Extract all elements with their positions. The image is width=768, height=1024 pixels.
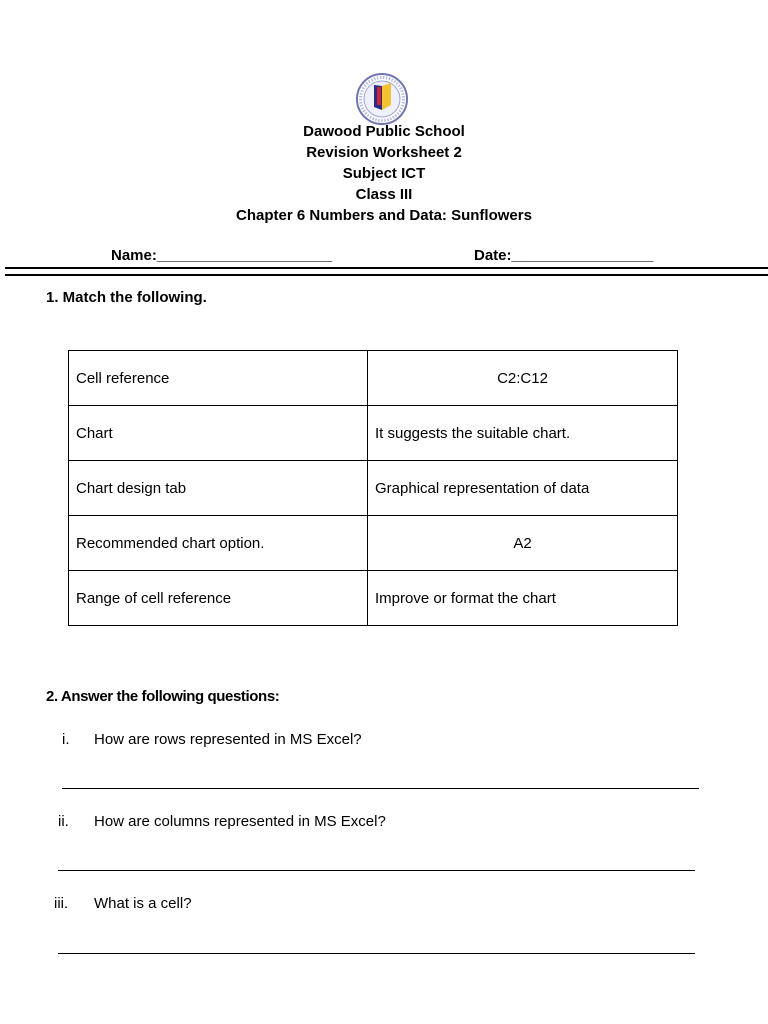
table-row — [69, 461, 678, 516]
school-name: Dawood Public School — [303, 123, 465, 140]
subject-label: Subject ICT — [342, 165, 426, 182]
table-row — [69, 351, 678, 406]
worksheet-title: Revision Worksheet 2 — [306, 144, 462, 161]
class-label: Class III — [355, 186, 413, 203]
match-right-cell: Improve or format the chart — [368, 571, 678, 626]
match-left-cell: Range of cell reference — [69, 571, 368, 626]
question-number: i. — [62, 731, 70, 748]
table-row — [69, 516, 678, 571]
match-right-cell: C2:C12 — [368, 351, 678, 406]
answer-line[interactable] — [62, 788, 699, 789]
table-row — [69, 406, 678, 461]
match-table — [68, 350, 678, 626]
school-logo — [355, 72, 409, 126]
question-text: How are rows represented in MS Excel? — [94, 731, 362, 748]
match-right-cell: Graphical representation of data — [368, 461, 678, 516]
date-field[interactable]: Date:_________________ — [474, 247, 654, 264]
match-right-cell: It suggests the suitable chart. — [368, 406, 678, 461]
match-left-cell: Cell reference — [69, 351, 368, 406]
match-left-cell: Chart design tab — [69, 461, 368, 516]
name-field[interactable]: Name:_____________________ — [111, 247, 333, 264]
match-left-cell: Chart — [69, 406, 368, 461]
match-right-cell: A2 — [368, 516, 678, 571]
divider-line — [5, 267, 768, 269]
question-text: What is a cell? — [94, 895, 192, 912]
question-text: How are columns represented in MS Excel? — [94, 813, 386, 830]
section-2-title: 2. Answer the following questions: — [46, 688, 280, 705]
table-row — [69, 571, 678, 626]
answer-line[interactable] — [58, 953, 695, 954]
answer-line[interactable] — [58, 870, 695, 871]
chapter-title: Chapter 6 Numbers and Data: Sunflowers — [236, 207, 532, 224]
match-left-cell: Recommended chart option. — [69, 516, 368, 571]
divider-line — [5, 274, 768, 276]
question-number: ii. — [58, 813, 69, 830]
section-1-title: 1. Match the following. — [46, 289, 207, 306]
question-number: iii. — [54, 895, 69, 912]
